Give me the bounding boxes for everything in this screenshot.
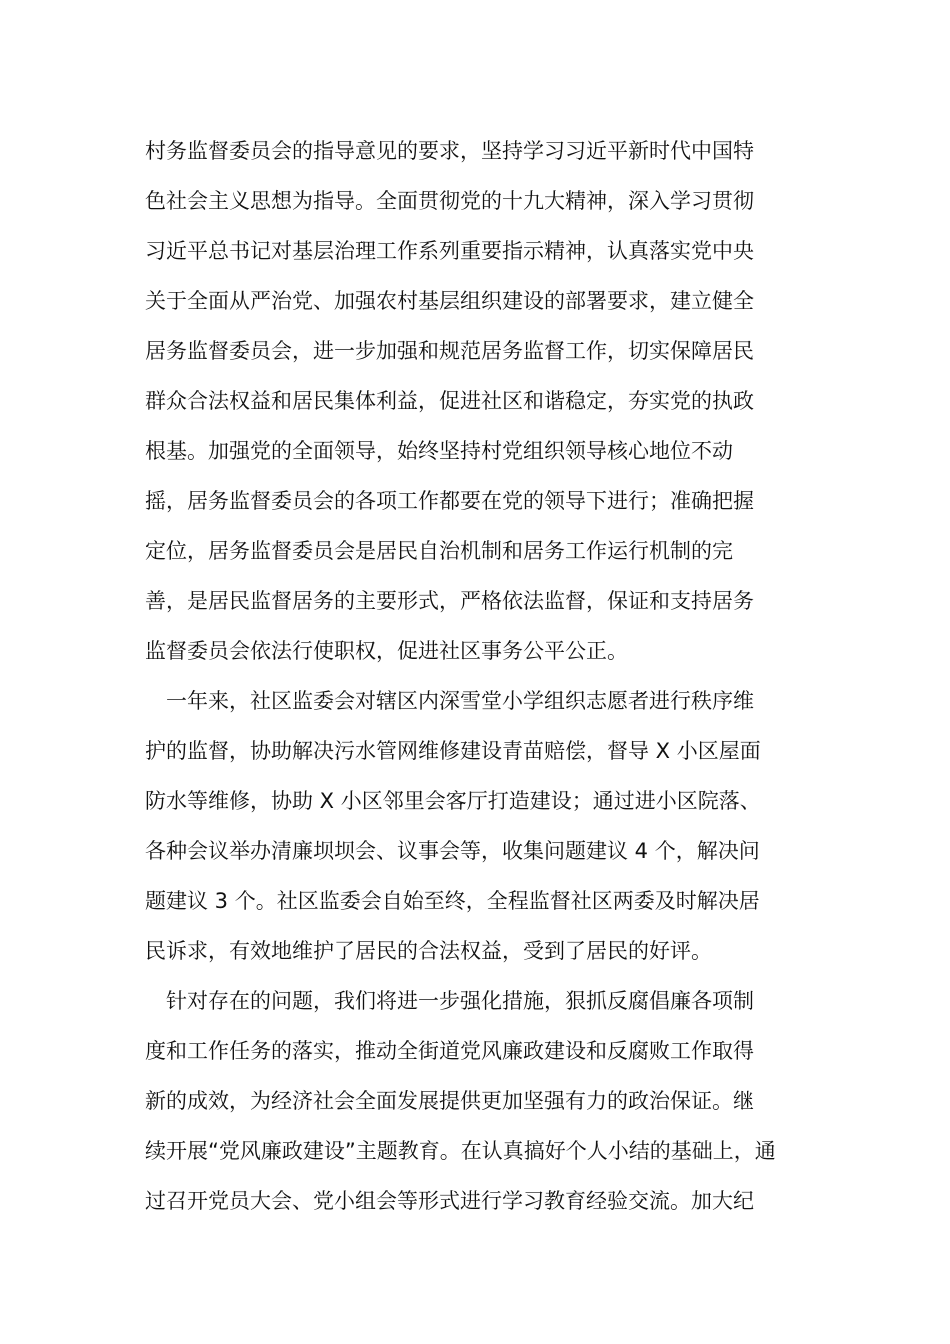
- text-line: 度和工作任务的落实，推动全街道党风廉政建设和反腐败工作取得: [145, 1039, 754, 1063]
- text-line: 监督委员会依法行使职权，促进社区事务公平公正。: [145, 639, 628, 663]
- document-body: [145, 126, 825, 1226]
- text-line: 题建议 3 个。社区监委会自始至终，全程监督社区两委及时解决居: [145, 889, 760, 913]
- text-line: 村务监督委员会的指导意见的要求，坚持学习习近平新时代中国特: [145, 139, 754, 163]
- text-line: 色社会主义思想为指导。全面贯彻党的十九大精神，深入学习贯彻: [145, 189, 754, 213]
- text-line: 一年来，社区监委会对辖区内深雪堂小学组织志愿者进行秩序维: [145, 689, 754, 713]
- text-line: 护的监督，协助解决污水管网维修建设青苗赔偿，督导 X 小区屋面: [145, 739, 761, 763]
- text-line: 针对存在的问题，我们将进一步强化措施，狠抓反腐倡廉各项制: [145, 989, 754, 1013]
- text-line: 群众合法权益和居民集体利益，促进社区和谐稳定，夯实党的执政: [145, 389, 754, 413]
- text-line: 各种会议举办清廉坝坝会、议事会等，收集问题建议 4 个，解决问: [145, 839, 760, 863]
- text-line: 根基。加强党的全面领导，始终坚持村党组织领导核心地位不动: [145, 439, 733, 463]
- text-line: 居务监督委员会，进一步加强和规范居务监督工作，切实保障居民: [145, 339, 754, 363]
- text-line: 防水等维修，协助 X 小区邻里会客厅打造建设；通过进小区院落、: [145, 789, 761, 813]
- text-line: 新的成效，为经济社会全面发展提供更加坚强有力的政治保证。继: [145, 1089, 754, 1113]
- text-line: 善，是居民监督居务的主要形式，严格依法监督，保证和支持居务: [145, 589, 754, 613]
- text-line: 定位，居务监督委员会是居民自治机制和居务工作运行机制的完: [145, 539, 733, 563]
- text-line: 摇，居务监督委员会的各项工作都要在党的领导下进行；准确把握: [145, 489, 754, 513]
- text-line: 习近平总书记对基层治理工作系列重要指示精神，认真落实党中央: [145, 239, 754, 263]
- text-line: 过召开党员大会、党小组会等形式进行学习教育经验交流。加大纪: [145, 1189, 754, 1213]
- text-line: 关于全面从严治党、加强农村基层组织建设的部署要求，建立健全: [145, 289, 754, 313]
- text-line: 续开展“党风廉政建设”主题教育。在认真搞好个人小结的基础上，通: [145, 1139, 776, 1163]
- text-line: 民诉求，有效地维护了居民的合法权益，受到了居民的好评。: [145, 939, 712, 963]
